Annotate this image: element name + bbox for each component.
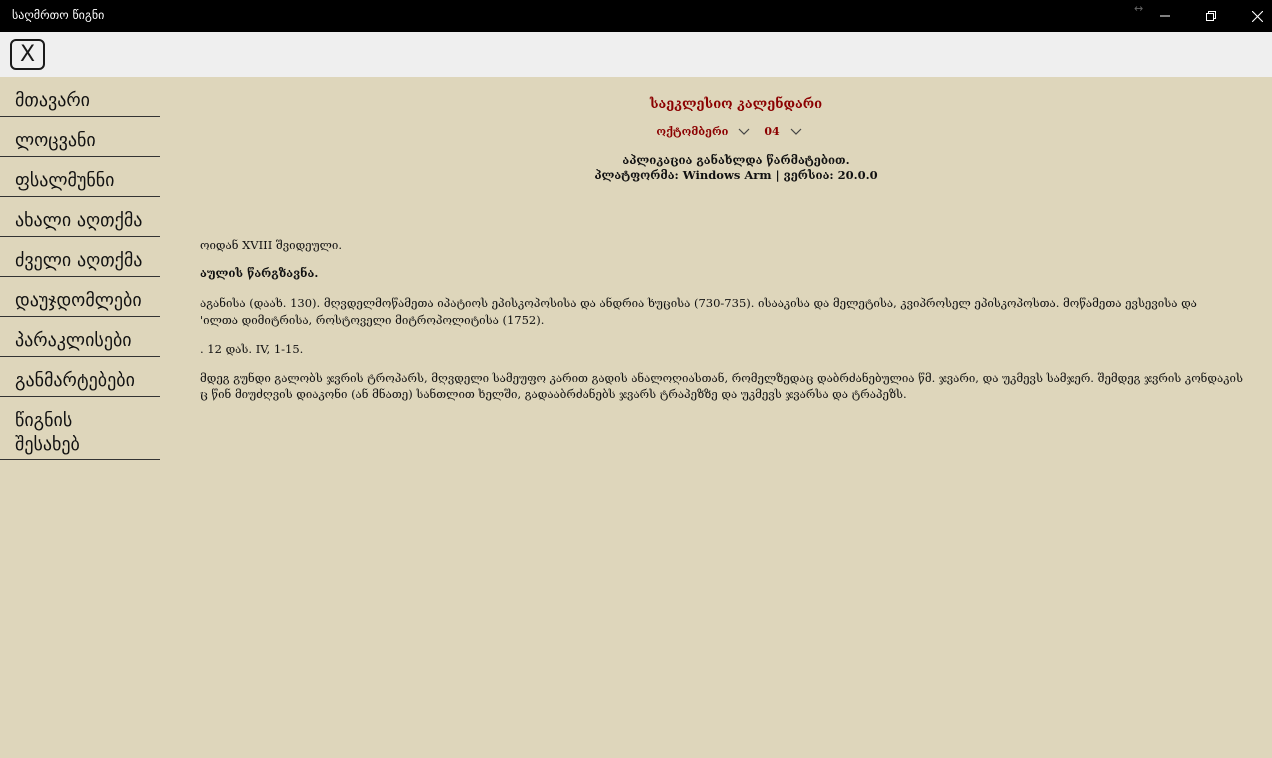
day-value: 04	[764, 125, 780, 138]
paragraph-reading: . 12 დას. IV, 1-15.	[200, 342, 304, 356]
close-pane-button[interactable]: X	[10, 39, 45, 70]
sidebar-nav	[0, 77, 160, 460]
close-window-button[interactable]	[1234, 0, 1272, 32]
window-title: საღმრთო წიგნი	[12, 8, 105, 22]
sidebar-item-old-testament[interactable]: ძველი აღთქმა	[0, 237, 160, 277]
paragraph-saints-line-1: აგანისა (დაახ. 130). მღვდელმოწამეთა იპატიოს ეპისკოპოსისა და ანდრია ხუცისა (730-735). ისააკისა და მელეტისა, კვიპროსელ ეპისკოპოსთა. მოწამეთა ევსევისა და	[200, 296, 1197, 310]
platform-version-text: პლატფორმა: Windows Arm | ვერსია: 20.0.0	[594, 168, 878, 182]
title-bar	[0, 0, 1272, 32]
date-selector-row	[200, 125, 1272, 138]
minimize-icon	[1160, 11, 1170, 21]
command-bar	[0, 32, 1272, 77]
close-icon	[1252, 11, 1263, 22]
chevron-down-icon	[738, 128, 750, 136]
minimize-button[interactable]	[1142, 0, 1188, 32]
update-status-text: აპლიკაცია განახლდა წარმატებით.	[622, 153, 850, 167]
paragraph-feast: აულის წარგზავნა.	[200, 266, 319, 280]
paragraph-week: ოიდან XVIII შვიდეული.	[200, 238, 342, 252]
main-content	[200, 77, 1272, 758]
calendar-title: საეკლესიო კალენდარი	[649, 97, 823, 112]
month-value: ოქტომბერი	[656, 125, 729, 138]
sidebar-item-prayers[interactable]: ლოცვანი	[0, 117, 160, 157]
sidebar-item-main[interactable]: მთავარი	[0, 77, 160, 117]
resize-hint: ↔	[1134, 2, 1144, 15]
paragraph-rubric-line-2: ც წინ მიუძღვის დიაკონი (ან მნათე) სანთლით ხელში, გადააბრძანებს ჯვარს ტრაპეზზე და უკმევს ჯვარსა და ტრაპეზს.	[200, 387, 907, 401]
paragraph-rubric-line-1: მდეგ გუნდი გალობს ჯვრის ტროპარს, მღვდელი სამეუფო კარით გადის ანალოღიასთან, რომელზედაც დაბრძანებულია წმ. ჯვარი, და უკმევს სამჯერ. შემდეგ ჯვრის კონდაკის	[200, 371, 1243, 385]
chevron-down-icon	[790, 128, 802, 136]
month-select[interactable]	[656, 125, 764, 138]
sidebar-item-akathists[interactable]: დაუჯდომლები	[0, 277, 160, 317]
day-select[interactable]	[764, 125, 815, 138]
sidebar-item-new-testament[interactable]: ახალი აღთქმა	[0, 197, 160, 237]
paragraph-saints-line-2: 'ილთა დიმიტრისა, როსტოველი მიტროპოლიტისა (1752).	[200, 313, 545, 327]
sidebar-item-paraklesis[interactable]: პარაკლისები	[0, 317, 160, 357]
sidebar-item-about[interactable]: წიგნის შესახებ	[0, 397, 160, 460]
sidebar-item-psalms[interactable]: ფსალმუნნი	[0, 157, 160, 197]
restore-icon	[1206, 11, 1216, 21]
maximize-button[interactable]	[1188, 0, 1234, 32]
sidebar-item-commentaries[interactable]: განმარტებები	[0, 357, 160, 397]
